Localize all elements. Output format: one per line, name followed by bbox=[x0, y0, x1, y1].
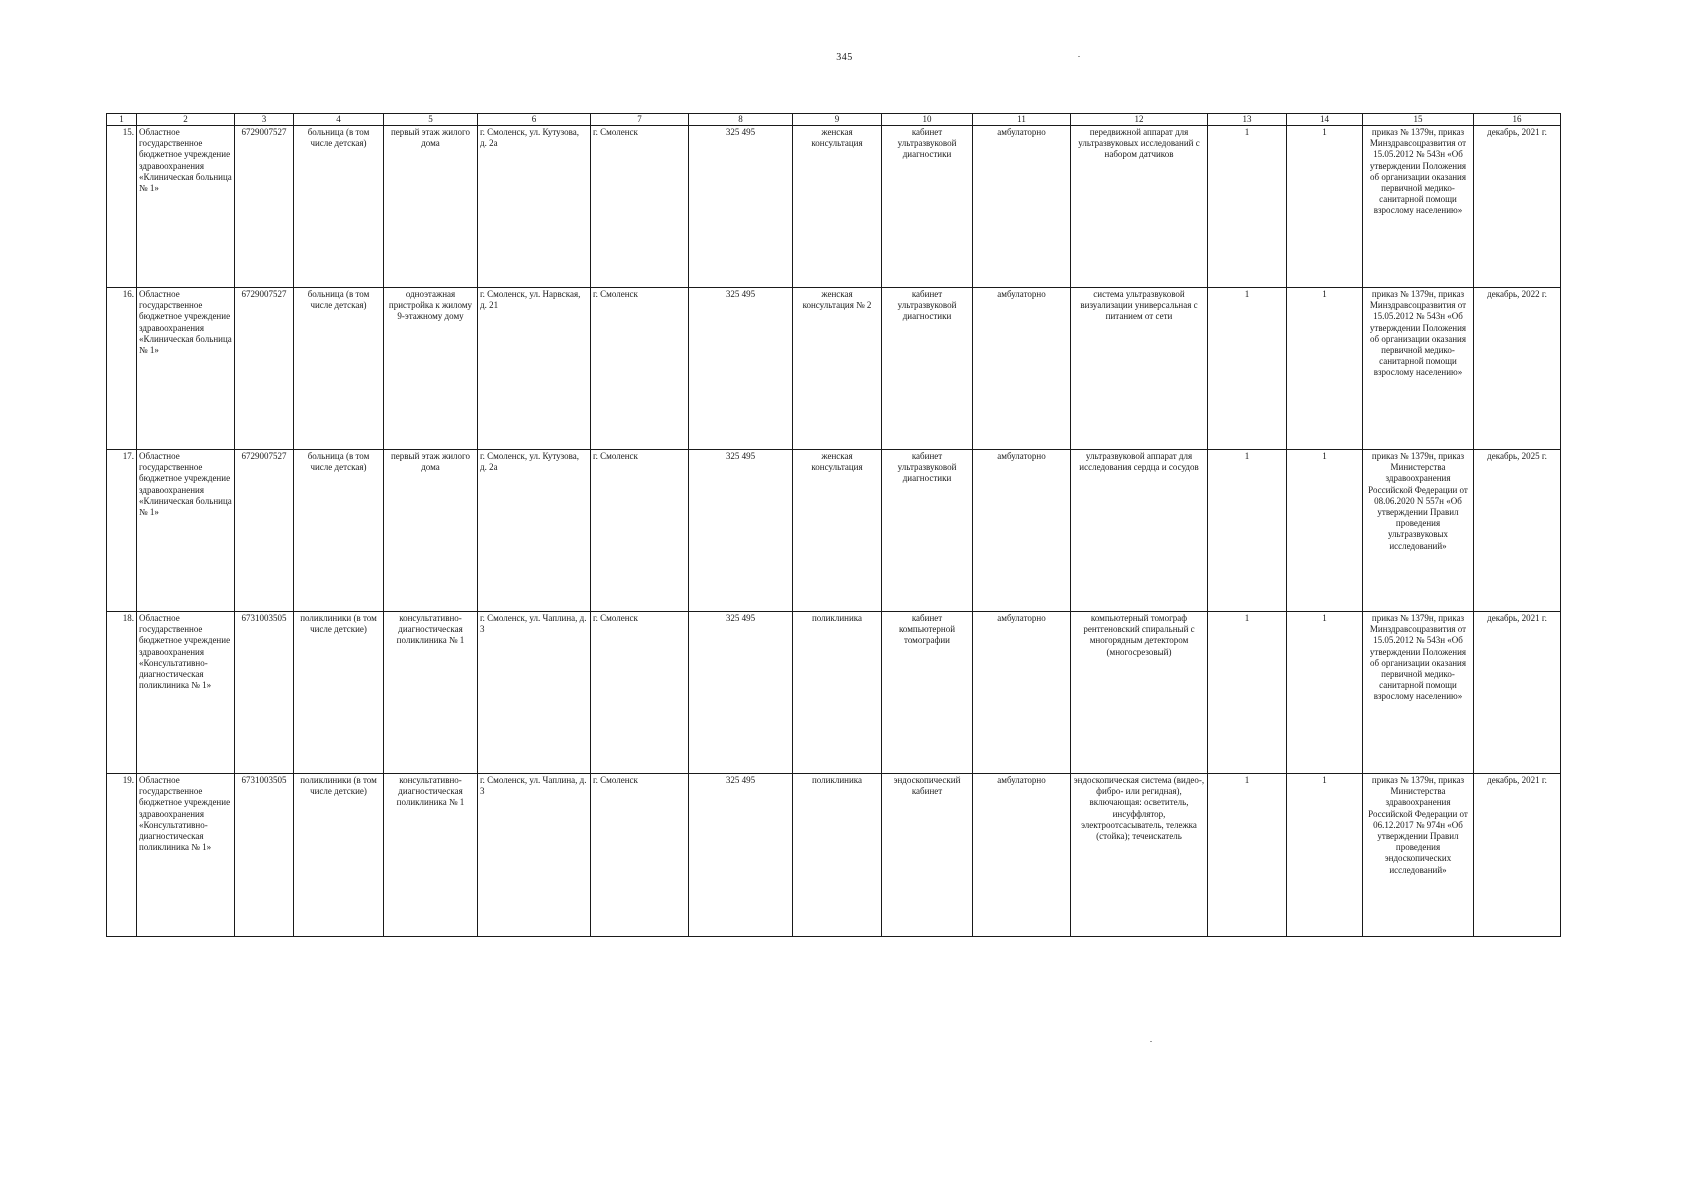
city: г. Смоленск bbox=[591, 288, 689, 450]
address: г. Смоленск, ул. Чаплина, д. 3 bbox=[478, 612, 591, 774]
inn-code: 6731003505 bbox=[235, 774, 294, 937]
room: кабинет ультразвуковой диагностики bbox=[882, 450, 973, 612]
row-number: 15. bbox=[107, 126, 137, 288]
inn-code: 6729007527 bbox=[235, 288, 294, 450]
quantity-14: 1 bbox=[1287, 450, 1363, 612]
legal-basis: приказ № 1379н, приказ Министерства здравоохранения Российской Федерации от 06.12.2017 № 974н «Об утверждении Правил проведения эндоскопических исследований» bbox=[1363, 774, 1474, 937]
column-header: 12 bbox=[1071, 114, 1208, 126]
deadline: декабрь, 2021 г. bbox=[1474, 774, 1561, 937]
legal-basis: приказ № 1379н, приказ Минздравсоцразвития от 15.05.2012 № 543н «Об утверждении Положения об организации оказания первичной медико-санитарной помощи взрослому населению» bbox=[1363, 612, 1474, 774]
row-number: 18. bbox=[107, 612, 137, 774]
equipment: ультразвуковой аппарат для исследования сердца и сосудов bbox=[1071, 450, 1208, 612]
organization-name: Областное государственное бюджетное учреждение здравоохранения «Клиническая больница № 1» bbox=[137, 450, 235, 612]
column-header: 14 bbox=[1287, 114, 1363, 126]
equipment: эндоскопическая система (видео-, фибро- или регидная), включающая: осветитель, инсуффлятор, электроотсасыватель, тележка (стойка); течеискатель bbox=[1071, 774, 1208, 937]
quantity-14: 1 bbox=[1287, 126, 1363, 288]
deadline: декабрь, 2022 г. bbox=[1474, 288, 1561, 450]
quantity-14: 1 bbox=[1287, 612, 1363, 774]
column-header: 16 bbox=[1474, 114, 1561, 126]
column-header: 9 bbox=[793, 114, 882, 126]
city: г. Смоленск bbox=[591, 126, 689, 288]
care-mode: амбулаторно bbox=[973, 612, 1071, 774]
column-header: 8 bbox=[689, 114, 793, 126]
institution-type: поликлиники (в том числе детские) bbox=[294, 774, 384, 937]
institution-type: больница (в том числе детская) bbox=[294, 126, 384, 288]
building-description: первый этаж жилого дома bbox=[384, 126, 478, 288]
settlement-code: 325 495 bbox=[689, 612, 793, 774]
settlement-code: 325 495 bbox=[689, 288, 793, 450]
organization-name: Областное государственное бюджетное учреждение здравоохранения «Клиническая больница № 1» bbox=[137, 288, 235, 450]
column-header: 1 bbox=[107, 114, 137, 126]
deadline: декабрь, 2021 г. bbox=[1474, 612, 1561, 774]
department: женская консультация bbox=[793, 450, 882, 612]
table-row bbox=[107, 612, 1561, 774]
organization-name: Областное государственное бюджетное учреждение здравоохранения «Консультативно-диагностическая поликлиника № 1» bbox=[137, 612, 235, 774]
column-header: 6 bbox=[478, 114, 591, 126]
quantity-13: 1 bbox=[1208, 288, 1287, 450]
column-header: 11 bbox=[973, 114, 1071, 126]
scan-speck bbox=[1150, 1041, 1152, 1042]
deadline: декабрь, 2025 г. bbox=[1474, 450, 1561, 612]
column-header: 4 bbox=[294, 114, 384, 126]
row-number: 17. bbox=[107, 450, 137, 612]
legal-basis: приказ № 1379н, приказ Минздравсоцразвития от 15.05.2012 № 543н «Об утверждении Положения об организации оказания первичной медико-санитарной помощи взрослому населению» bbox=[1363, 126, 1474, 288]
column-header: 7 bbox=[591, 114, 689, 126]
legal-basis: приказ № 1379н, приказ Министерства здравоохранения Российской Федерации от 08.06.2020 N 557н «Об утверждении Правил проведения ультразвуковых исследований» bbox=[1363, 450, 1474, 612]
table-row bbox=[107, 774, 1561, 937]
row-number: 19. bbox=[107, 774, 137, 937]
equipment: передвижной аппарат для ультразвуковых исследований с набором датчиков bbox=[1071, 126, 1208, 288]
address: г. Смоленск, ул. Нарвская, д. 21 bbox=[478, 288, 591, 450]
equipment: компьютерный томограф рентгеновский спиральный с многорядным детектором (многосрезовый) bbox=[1071, 612, 1208, 774]
building-description: консультативно-диагностическая поликлиника № 1 bbox=[384, 774, 478, 937]
table-row bbox=[107, 288, 1561, 450]
equipment-register-table bbox=[106, 113, 1561, 937]
equipment: система ультразвуковой визуализации универсальная с питанием от сети bbox=[1071, 288, 1208, 450]
organization-name: Областное государственное бюджетное учреждение здравоохранения «Клиническая больница № 1» bbox=[137, 126, 235, 288]
quantity-13: 1 bbox=[1208, 774, 1287, 937]
deadline: декабрь, 2021 г. bbox=[1474, 126, 1561, 288]
department: поликлиника bbox=[793, 774, 882, 937]
city: г. Смоленск bbox=[591, 774, 689, 937]
scan-speck bbox=[1078, 56, 1080, 57]
legal-basis: приказ № 1379н, приказ Минздравсоцразвития от 15.05.2012 № 543н «Об утверждении Положения об организации оказания первичной медико-санитарной помощи взрослому населению» bbox=[1363, 288, 1474, 450]
institution-type: больница (в том числе детская) bbox=[294, 450, 384, 612]
quantity-13: 1 bbox=[1208, 612, 1287, 774]
address: г. Смоленск, ул. Чаплина, д. 3 bbox=[478, 774, 591, 937]
settlement-code: 325 495 bbox=[689, 774, 793, 937]
table-row bbox=[107, 126, 1561, 288]
column-header: 10 bbox=[882, 114, 973, 126]
column-header: 3 bbox=[235, 114, 294, 126]
department: поликлиника bbox=[793, 612, 882, 774]
quantity-13: 1 bbox=[1208, 126, 1287, 288]
city: г. Смоленск bbox=[591, 450, 689, 612]
column-header: 2 bbox=[137, 114, 235, 126]
building-description: консультативно-диагностическая поликлиника № 1 bbox=[384, 612, 478, 774]
table-row bbox=[107, 450, 1561, 612]
building-description: одноэтажная пристройка к жилому 9-этажному дому bbox=[384, 288, 478, 450]
column-number-header-row bbox=[107, 114, 1561, 126]
room: кабинет компьютерной томографии bbox=[882, 612, 973, 774]
inn-code: 6729007527 bbox=[235, 450, 294, 612]
department: женская консультация № 2 bbox=[793, 288, 882, 450]
inn-code: 6731003505 bbox=[235, 612, 294, 774]
page-number: 345 bbox=[836, 52, 853, 63]
building-description: первый этаж жилого дома bbox=[384, 450, 478, 612]
quantity-14: 1 bbox=[1287, 288, 1363, 450]
column-header: 5 bbox=[384, 114, 478, 126]
column-header: 15 bbox=[1363, 114, 1474, 126]
care-mode: амбулаторно bbox=[973, 126, 1071, 288]
room: кабинет ультразвуковой диагностики bbox=[882, 288, 973, 450]
institution-type: больница (в том числе детская) bbox=[294, 288, 384, 450]
city: г. Смоленск bbox=[591, 612, 689, 774]
care-mode: амбулаторно bbox=[973, 288, 1071, 450]
room: эндоскопический кабинет bbox=[882, 774, 973, 937]
column-header: 13 bbox=[1208, 114, 1287, 126]
care-mode: амбулаторно bbox=[973, 450, 1071, 612]
row-number: 16. bbox=[107, 288, 137, 450]
inn-code: 6729007527 bbox=[235, 126, 294, 288]
care-mode: амбулаторно bbox=[973, 774, 1071, 937]
address: г. Смоленск, ул. Кутузова, д. 2а bbox=[478, 126, 591, 288]
quantity-13: 1 bbox=[1208, 450, 1287, 612]
settlement-code: 325 495 bbox=[689, 126, 793, 288]
settlement-code: 325 495 bbox=[689, 450, 793, 612]
organization-name: Областное государственное бюджетное учреждение здравоохранения «Консультативно-диагностическая поликлиника № 1» bbox=[137, 774, 235, 937]
room: кабинет ультразвуковой диагностики bbox=[882, 126, 973, 288]
quantity-14: 1 bbox=[1287, 774, 1363, 937]
institution-type: поликлиники (в том числе детские) bbox=[294, 612, 384, 774]
address: г. Смоленск, ул. Кутузова, д. 2а bbox=[478, 450, 591, 612]
department: женская консультация bbox=[793, 126, 882, 288]
